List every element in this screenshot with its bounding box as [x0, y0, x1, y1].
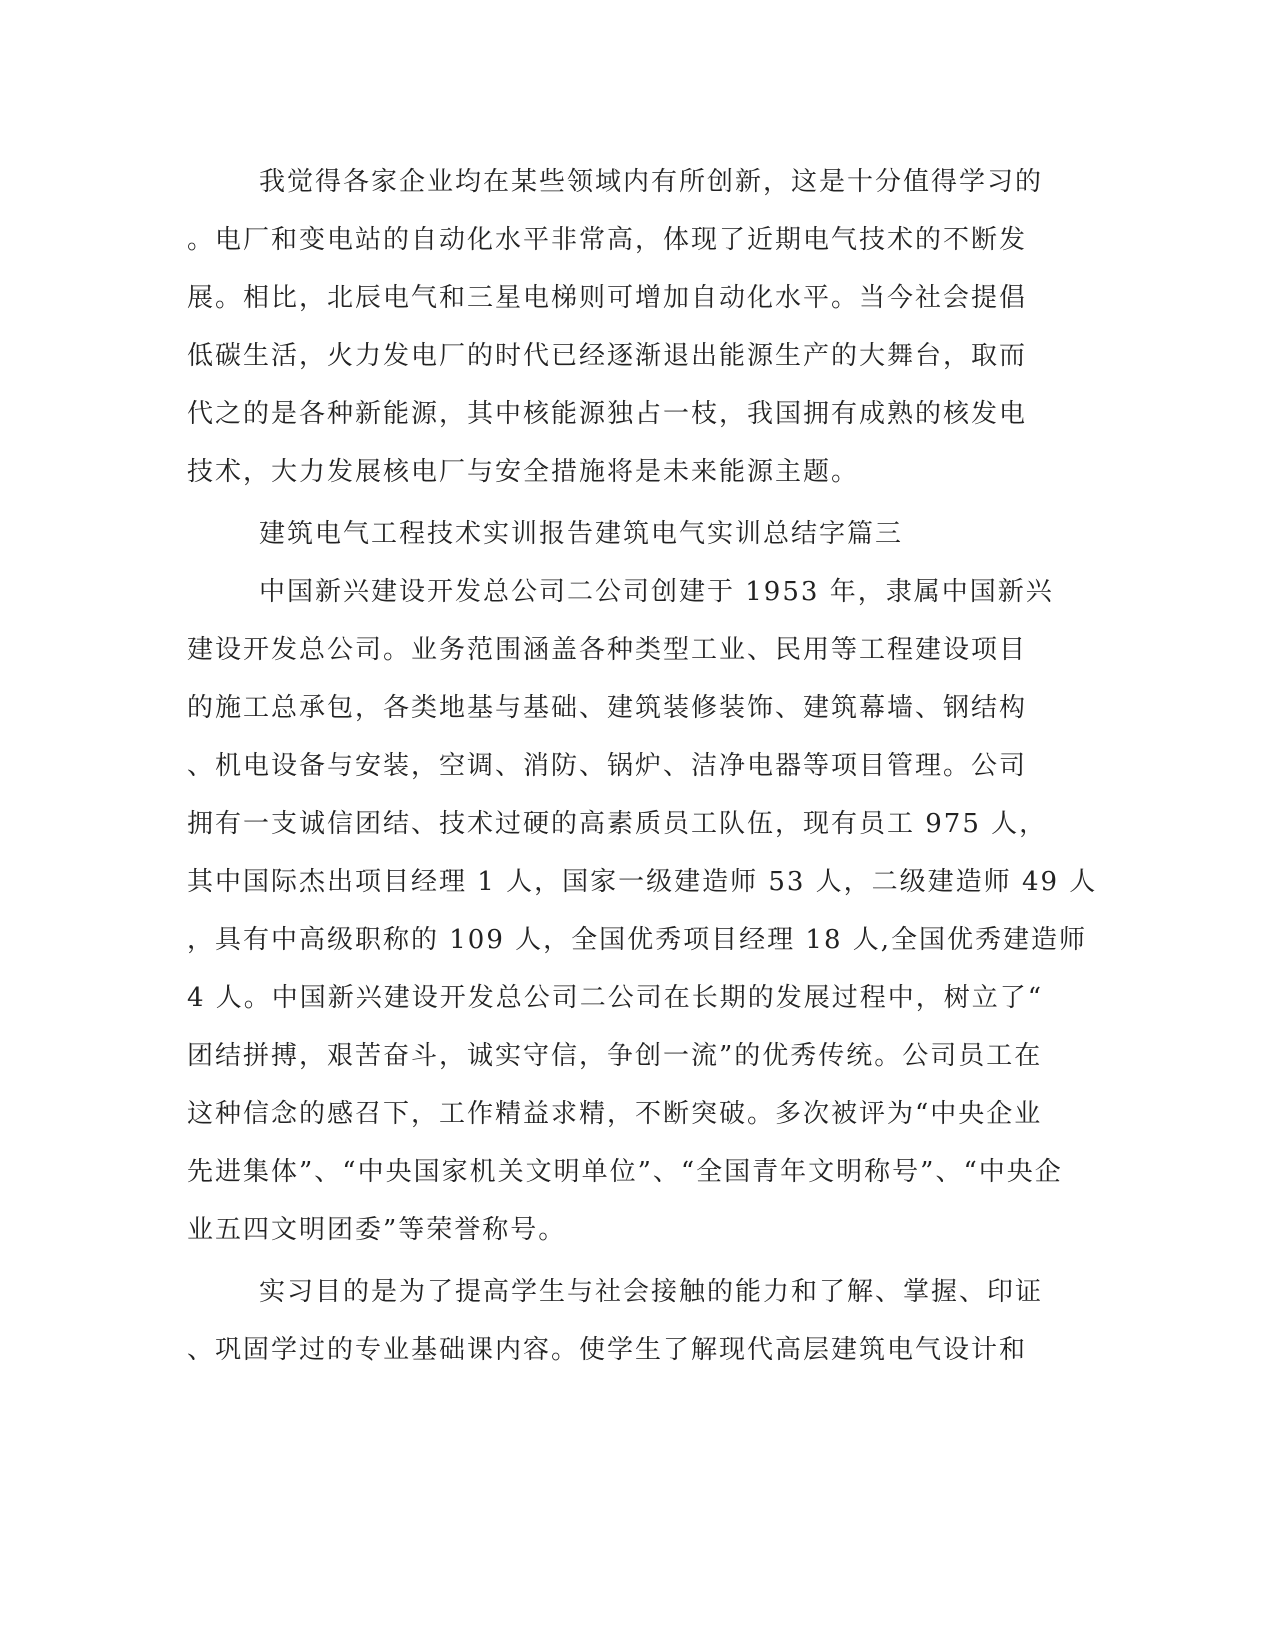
paragraph-line: 先进集体”、“中央国家机关文明单位”、“全国青年文明称号”、“中央企 [187, 1157, 1063, 1187]
paragraph-line: 我觉得各家企业均在某些领域内有所创新，这是十分值得学习的 [259, 167, 1044, 197]
paragraph-line: 的施工总承包，各类地基与基础、建筑装修装饰、建筑幕墙、钢结构 [187, 693, 1028, 723]
paragraph-line: 、巩固学过的专业基础课内容。使学生了解现代高层建筑电气设计和 [187, 1335, 1028, 1365]
paragraph-line: 展。相比，北辰电气和三星电梯则可增加自动化水平。当今社会提倡 [187, 283, 1028, 313]
paragraph-line: 建设开发总公司。业务范围涵盖各种类型工业、民用等工程建设项目 [187, 635, 1028, 665]
section-heading: 建筑电气工程技术实训报告建筑电气实训总结字篇三 [259, 519, 904, 549]
paragraph-line: 代之的是各种新能源，其中核能源独占一枝，我国拥有成熟的核发电 [187, 399, 1028, 429]
paragraph-line: 这种信念的感召下，工作精益求精，不断突破。多次被评为“中央企业 [187, 1099, 1043, 1129]
paragraph-line: 其中国际杰出项目经理 1 人，国家一级建造师 53 人，二级建造师 49 人 [187, 867, 1098, 897]
paragraph-line: 团结拼搏，艰苦奋斗，诚实守信，争创一流”的优秀传统。公司员工在 [187, 1041, 1043, 1071]
paragraph-line: 、机电设备与安装，空调、消防、锅炉、洁净电器等项目管理。公司 [187, 751, 1028, 781]
paragraph-line: 业五四文明团委”等荣誉称号。 [187, 1215, 567, 1245]
paragraph-line: 技术，大力发展核电厂与安全措施将是未来能源主题。 [187, 457, 860, 487]
paragraph-line: 拥有一支诚信团结、技术过硬的高素质员工队伍，现有员工 975 人， [187, 809, 1048, 839]
paragraph-line: 中国新兴建设开发总公司二公司创建于 1953 年，隶属中国新兴 [259, 577, 1054, 607]
paragraph-line: 4 人。中国新兴建设开发总公司二公司在长期的发展过程中，树立了“ [187, 983, 1044, 1013]
paragraph-line: ，具有中高级职称的 109 人，全国优秀项目经理 18 人,全国优秀建造师 [187, 925, 1088, 955]
paragraph-line: 低碳生活，火力发电厂的时代已经逐渐退出能源生产的大舞台，取而 [187, 341, 1028, 371]
paragraph-line: 。电厂和变电站的自动化水平非常高，体现了近期电气技术的不断发 [187, 225, 1028, 255]
paragraph-line: 实习目的是为了提高学生与社会接触的能力和了解、掌握、印证 [259, 1277, 1044, 1307]
